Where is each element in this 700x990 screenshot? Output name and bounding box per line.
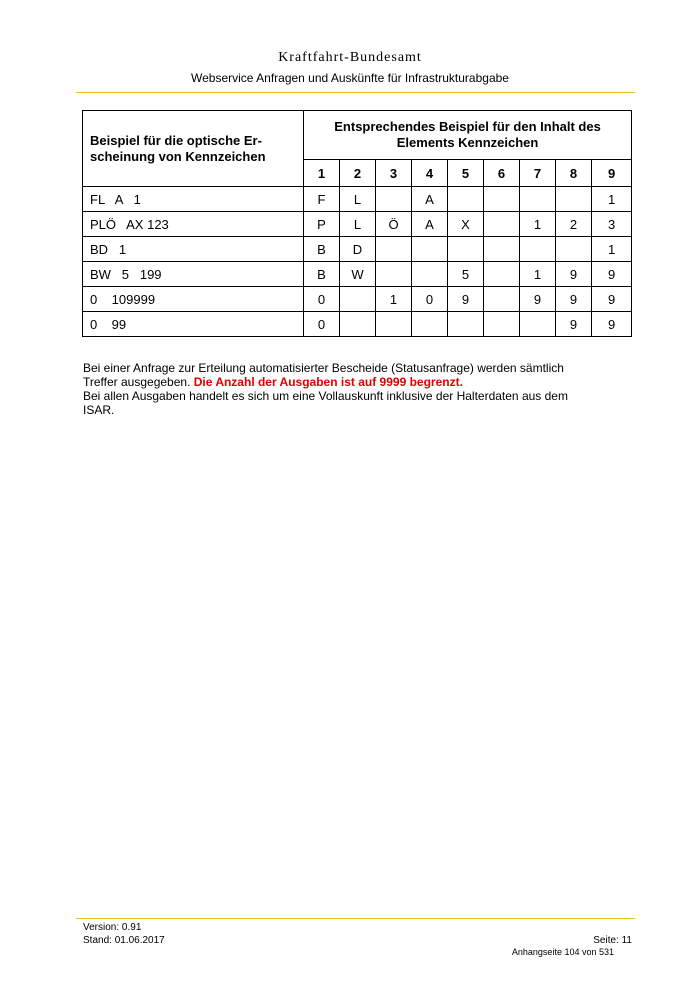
- element-cell: [376, 312, 412, 337]
- plate-sample: FL A 1: [83, 187, 304, 212]
- element-cell: [376, 237, 412, 262]
- column-number: 3: [376, 160, 412, 187]
- organization-name: Kraftfahrt-Bundesamt: [278, 50, 422, 65]
- element-cell: 9: [556, 262, 592, 287]
- element-cell: [448, 187, 484, 212]
- element-cell: [412, 312, 448, 337]
- element-cell: 9: [556, 312, 592, 337]
- table-row: [83, 212, 632, 237]
- table-header-row: [83, 111, 632, 160]
- table-row: [83, 187, 632, 212]
- element-cell: D: [340, 237, 376, 262]
- table-row: [83, 287, 632, 312]
- element-cell: X: [448, 212, 484, 237]
- document-subtitle: Webservice Anfragen und Auskünfte für Infrastrukturabgabe: [191, 71, 509, 85]
- element-cell: [340, 287, 376, 312]
- body-line-2-text: Treffer ausgegeben.: [83, 375, 194, 389]
- element-cell: [520, 187, 556, 212]
- element-cell: 9: [556, 287, 592, 312]
- element-cell: 9: [592, 312, 632, 337]
- column-number: 4: [412, 160, 448, 187]
- left-header-line2: scheinung von Kennzeichen: [90, 148, 266, 164]
- element-cell: A: [412, 187, 448, 212]
- left-header-line1: Beispiel für die optische Er-: [90, 132, 262, 148]
- element-cell: [556, 237, 592, 262]
- element-cell: W: [340, 262, 376, 287]
- element-cell: [484, 262, 520, 287]
- column-number: 5: [448, 160, 484, 187]
- element-cell: [412, 262, 448, 287]
- body-line-1: Bei einer Anfrage zur Erteilung automatisierter Bescheide (Statusanfrage) werden sämtlich: [83, 361, 564, 375]
- plate-sample: 0 99: [83, 312, 304, 337]
- body-line-2: [83, 375, 643, 389]
- footer-stand: Stand: 01.06.2017: [83, 935, 165, 946]
- column-number: 6: [484, 160, 520, 187]
- column-number: 8: [556, 160, 592, 187]
- element-cell: 9: [592, 262, 632, 287]
- element-cell: B: [304, 262, 340, 287]
- element-cell: [376, 187, 412, 212]
- element-cell: F: [304, 187, 340, 212]
- body-paragraph: [83, 361, 643, 417]
- element-cell: [484, 187, 520, 212]
- limit-highlight: Die Anzahl der Ausgaben ist auf 9999 begrenzt.: [193, 375, 463, 389]
- element-cell: P: [304, 212, 340, 237]
- element-cell: [520, 237, 556, 262]
- element-cell: 5: [448, 262, 484, 287]
- footer-page: Seite: 11: [593, 935, 632, 946]
- plate-sample: BD 1: [83, 237, 304, 262]
- table-row: [83, 237, 632, 262]
- body-line-3: Bei allen Ausgaben handelt es sich um eine Vollauskunft inklusive der Halterdaten aus dem: [83, 389, 568, 403]
- element-cell: Ö: [376, 212, 412, 237]
- header-divider: [76, 92, 635, 93]
- element-cell: 9: [520, 287, 556, 312]
- table-row: [83, 312, 632, 337]
- element-cell: [448, 237, 484, 262]
- element-cell: 1: [592, 187, 632, 212]
- element-cell: 2: [556, 212, 592, 237]
- table-row: [83, 262, 632, 287]
- column-number: 9: [592, 160, 632, 187]
- column-number: 1: [304, 160, 340, 187]
- footer-version: Version: 0.91: [83, 922, 142, 933]
- element-cell: L: [340, 187, 376, 212]
- plate-sample: 0 109999: [83, 287, 304, 312]
- element-cell: 0: [412, 287, 448, 312]
- plate-example-table: [82, 110, 632, 337]
- element-cell: [484, 312, 520, 337]
- element-cell: 1: [376, 287, 412, 312]
- element-cell: L: [340, 212, 376, 237]
- element-cell: [484, 212, 520, 237]
- column-number: 7: [520, 160, 556, 187]
- body-line-4: ISAR.: [83, 403, 115, 417]
- plate-sample: BW 5 199: [83, 262, 304, 287]
- element-cell: 1: [520, 212, 556, 237]
- element-cell: 9: [448, 287, 484, 312]
- element-cell: 1: [592, 237, 632, 262]
- footer-appendix-page: Anhangseite 104 von 531: [511, 947, 614, 957]
- element-cell: 1: [520, 262, 556, 287]
- element-cell: [556, 187, 592, 212]
- element-cell: 0: [304, 312, 340, 337]
- right-header-line1: Entsprechendes Beispiel für den Inhalt des: [334, 119, 601, 134]
- right-header-line2: Elements Kennzeichen: [396, 135, 539, 150]
- element-cell: [484, 237, 520, 262]
- element-cell: A: [412, 212, 448, 237]
- footer-divider: [76, 918, 635, 919]
- plate-sample: PLÖ AX 123: [83, 212, 304, 237]
- right-column-header: [304, 111, 632, 160]
- element-cell: [376, 262, 412, 287]
- column-number: 2: [340, 160, 376, 187]
- element-cell: 0: [304, 287, 340, 312]
- element-cell: [448, 312, 484, 337]
- element-cell: [412, 237, 448, 262]
- left-column-header: [83, 111, 304, 187]
- element-cell: B: [304, 237, 340, 262]
- element-cell: [484, 287, 520, 312]
- element-cell: [520, 312, 556, 337]
- element-cell: 3: [592, 212, 632, 237]
- element-cell: 9: [592, 287, 632, 312]
- element-cell: [340, 312, 376, 337]
